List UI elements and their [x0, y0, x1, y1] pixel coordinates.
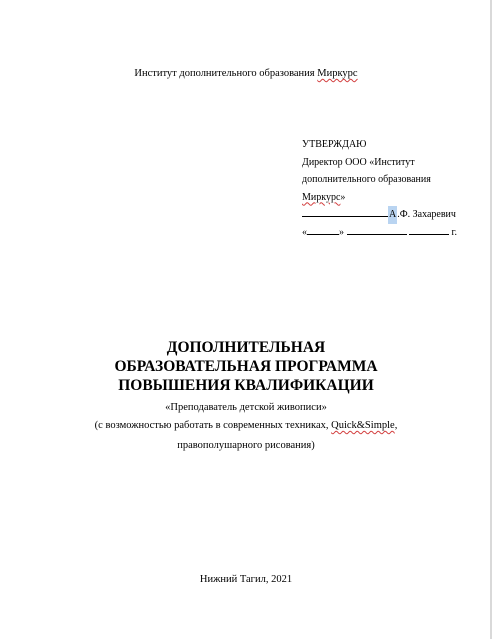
date-line	[302, 224, 482, 242]
program-note-line-2: правополушарного рисования)	[177, 440, 315, 451]
date-year-blank	[409, 224, 449, 235]
signature-line	[302, 206, 482, 224]
city-year: Нижний Тагил, 2021	[199, 574, 293, 585]
date-close-quote: »	[339, 226, 344, 238]
title-line-2: ОБРАЗОВАТЕЛЬНАЯ ПРОГРАММА	[114, 358, 378, 375]
program-name: «Преподаватель детской живописи»	[165, 402, 327, 413]
note-technique: Quick&Simple	[331, 420, 395, 431]
institute-name: Миркурс	[317, 68, 358, 79]
title-line-3: ПОВЫШЕНИЯ КВАЛИФИКАЦИИ	[118, 377, 374, 394]
director-name: .Ф. Захаревич	[397, 209, 456, 220]
approval-title: УТВЕРЖДАЮ	[302, 139, 367, 150]
program-title	[0, 338, 492, 395]
title-line-1: ДОПОЛНИТЕЛЬНАЯ	[166, 339, 326, 356]
text-cursor-selection[interactable]: А	[388, 206, 397, 224]
note-suffix: ,	[394, 420, 398, 431]
institute-prefix: Институт дополнительного образования	[134, 68, 318, 79]
signature-blank	[302, 206, 388, 217]
date-open-quote: «	[302, 226, 307, 238]
approval-org-quote: »	[340, 191, 346, 203]
program-subtitle	[0, 402, 492, 456]
approval-line-1: Директор ООО «Институт	[302, 156, 415, 168]
program-note-line-1	[0, 416, 492, 436]
note-prefix: (с возможностью работать в современных техниках,	[94, 420, 332, 431]
institute-header	[0, 68, 492, 79]
approval-line-2: дополнительного образования	[302, 174, 431, 185]
date-month-blank	[347, 224, 407, 235]
date-year-suffix: г.	[451, 226, 457, 238]
approval-line-3	[302, 189, 482, 207]
approval-org-name: Миркурс	[302, 191, 341, 203]
approval-block	[302, 136, 482, 241]
date-day-blank	[307, 224, 339, 235]
